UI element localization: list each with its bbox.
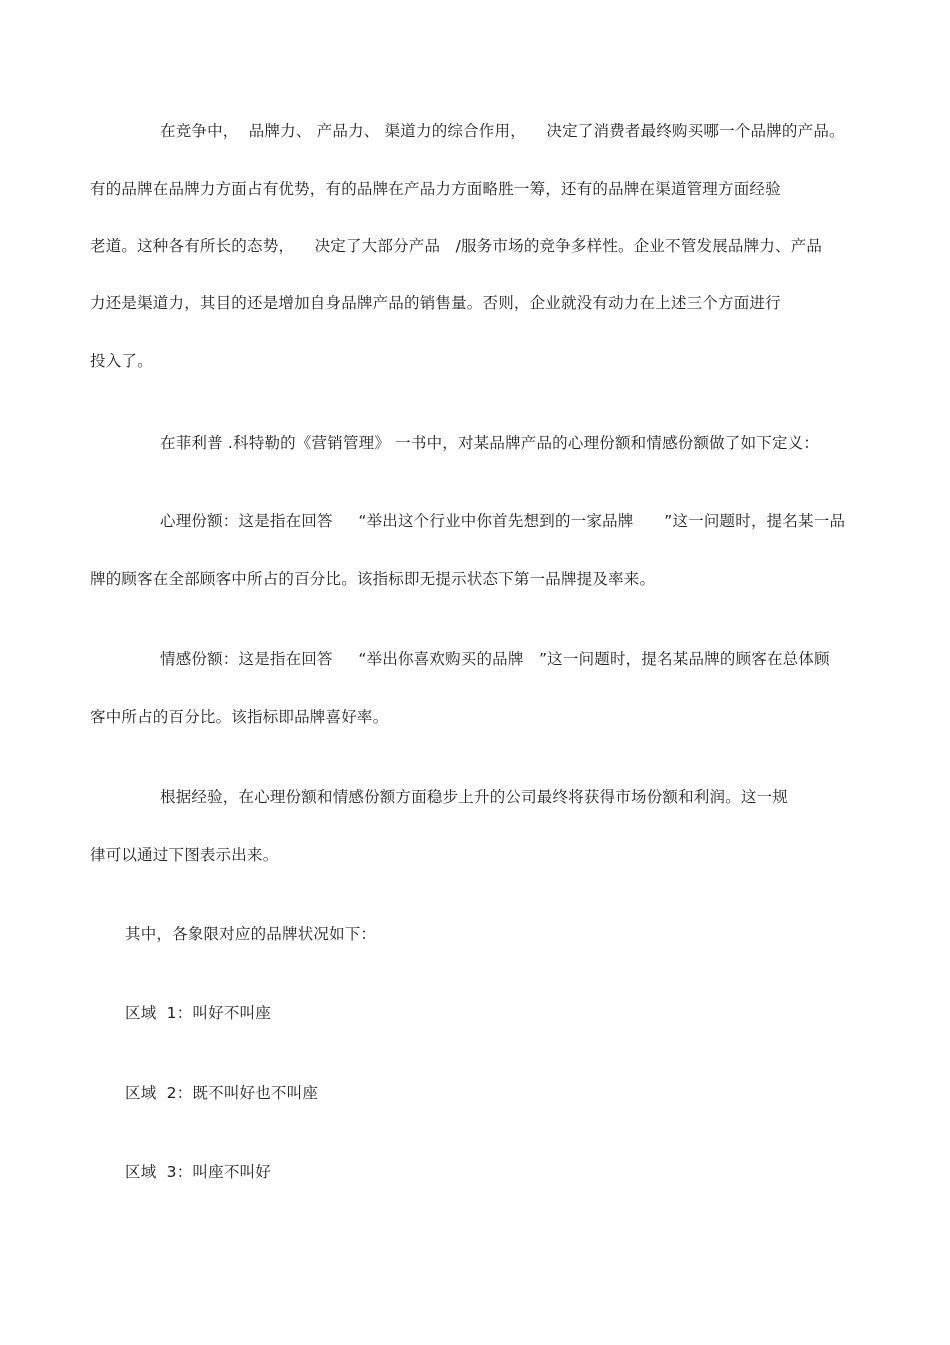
paragraph-1-line-5: 投入了。 (90, 352, 153, 370)
region-2-item: 区域 2：既不叫好也不叫座 (125, 1084, 319, 1102)
paragraph-3-line-2: 牌的顾客在全部顾客中所占的百分比。该指标即无提示状态下第一品牌提及率来。 (90, 570, 656, 588)
region-3-item: 区域 3：叫座不叫好 (125, 1163, 271, 1181)
paragraph-1-line-2: 有的品牌在品牌力方面占有优势，有的品牌在产品力方面略胜一筹，还有的品牌在渠道管理方面经验 (90, 180, 781, 198)
paragraph-1-line-4: 力还是渠道力，其目的还是增加自身品牌产品的销售量。否则，企业就没有动力在上述三个方面进行 (90, 294, 781, 312)
paragraph-1-line-1: 在竞争中， 品牌力、 产品力、 渠道力的综合作用， 决定了消费者最终购买哪一个品牌的产品。 (160, 122, 845, 140)
paragraph-4-line-2: 客中所占的百分比。该指标即品牌喜好率。 (90, 708, 389, 726)
region-1-item: 区域 1：叫好不叫座 (125, 1004, 271, 1022)
paragraph-3-line-1: 心理份额：这是指在回答 “举出这个行业中你首先想到的一家品牌 ”这一问题时，提名某一品 (160, 512, 846, 530)
paragraph-5-line-2: 律可以通过下图表示出来。 (90, 846, 279, 864)
paragraph-5-line-1: 根据经验，在心理份额和情感份额方面稳步上升的公司最终将获得市场份额和利润。这一规 (160, 788, 789, 806)
paragraph-1-line-3: 老道。这种各有所长的态势， 决定了大部分产品 /服务市场的竞争多样性。企业不管发展品牌力、产品 (90, 237, 823, 255)
paragraph-2-line-1: 在菲利普 .科特勒的《营销管理》 一书中，对某品牌产品的心理份额和情感份额做了如下定义： (160, 434, 820, 452)
paragraph-4-line-1: 情感份额：这是指在回答 “举出你喜欢购买的品牌 ”这一问题时，提名某品牌的顾客在总体顾 (160, 650, 830, 668)
paragraph-6-line-1: 其中，各象限对应的品牌状况如下： (125, 925, 377, 943)
